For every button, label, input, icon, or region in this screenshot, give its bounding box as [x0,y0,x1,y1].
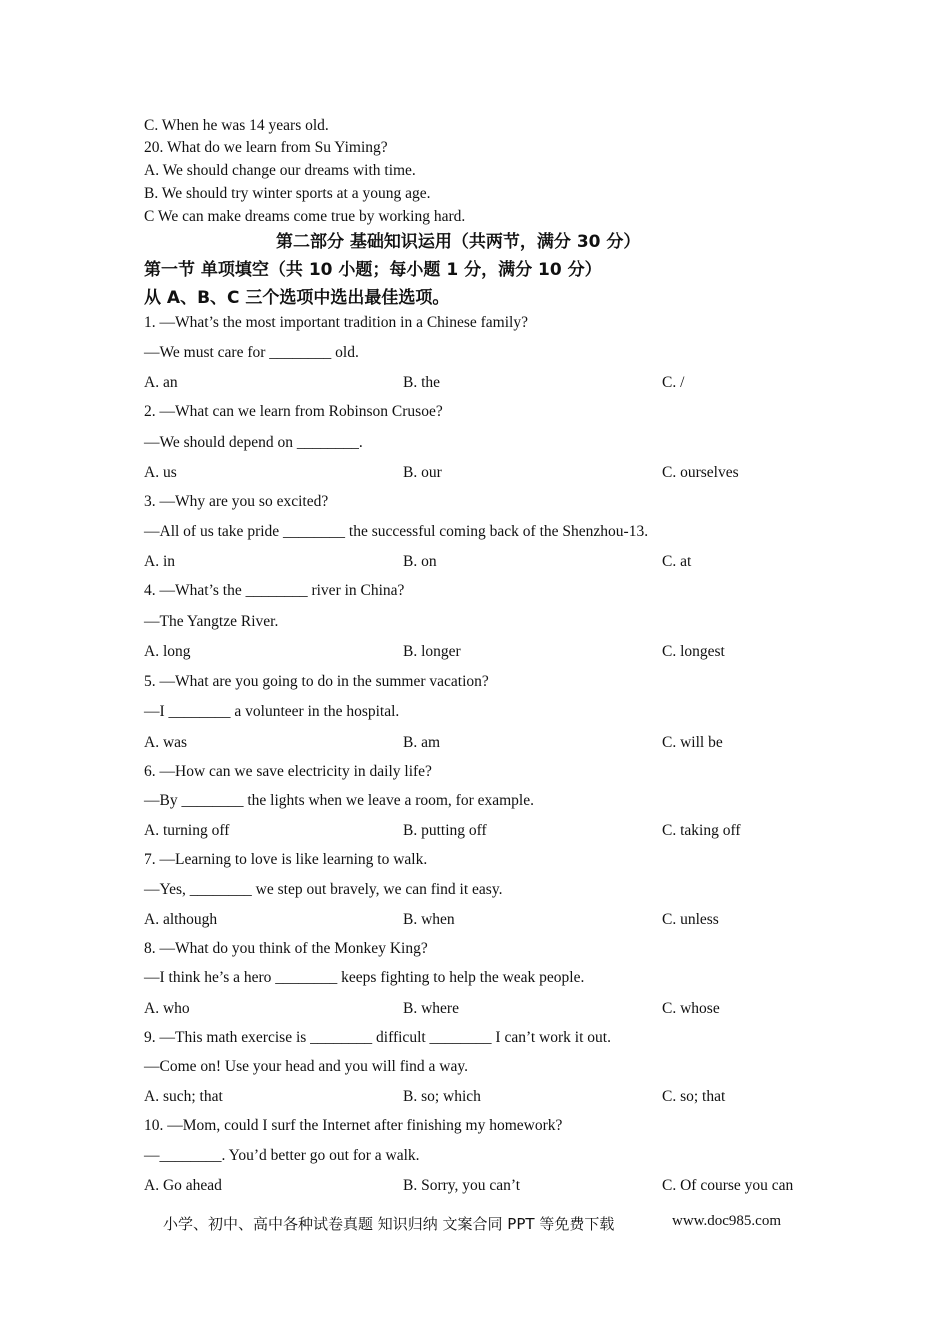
subsection-title: 第一节 单项填空（共 10 小题；每小题 1 分，满分 10 分） [144,260,602,280]
question-answer-line: —The Yangtze River. [144,613,279,630]
q20-question: 20. What do we learn from Su Yiming? [144,139,388,156]
option-b: B. the [403,374,441,391]
option-a: A. long [144,643,191,660]
question-stem: 6. —How can we save electricity in daily life? [144,763,432,780]
option-c: C. ourselves [662,464,739,481]
option-c: C. unless [662,911,719,928]
option-a: A. was [144,734,188,751]
option-b: B. so; which [403,1088,481,1105]
footer-text: 小学、初中、高中各种试卷真题 知识归纳 文案合同 PPT 等免费下载 [163,1215,615,1233]
q20-option-c: C We can make dreams come true by working hard. [144,208,466,225]
q20-option-a: A. We should change our dreams with time. [144,162,416,179]
question-stem: 3. —Why are you so excited? [144,493,329,510]
question-stem: 9. —This math exercise is ________ difficult ________ I can’t work it out. [144,1029,611,1046]
option-b: B. on [403,553,437,570]
q19-option-c: C. When he was 14 years old. [144,117,329,134]
question-stem: 1. —What’s the most important tradition in a Chinese family? [144,314,528,331]
option-a: A. although [144,911,218,928]
option-c: C. so; that [662,1088,726,1105]
question-answer-line: —________. You’d better go out for a walk. [144,1147,420,1164]
question-answer-line: —I think he’s a hero ________ keeps fighting to help the weak people. [144,969,585,986]
question-answer-line: —Come on! Use your head and you will find a way. [144,1058,468,1075]
question-stem: 7. —Learning to love is like learning to walk. [144,851,428,868]
option-c: C. taking off [662,822,741,839]
footer-link[interactable]: www.doc985.com [672,1213,782,1229]
option-a: A. in [144,553,175,570]
question-answer-line: —We should depend on ________. [144,434,363,451]
option-b: B. putting off [403,822,487,839]
option-a: A. an [144,374,178,391]
question-answer-line: —I ________ a volunteer in the hospital. [144,703,400,720]
option-c: C. Of course you can [662,1177,794,1194]
option-c: C. whose [662,1000,720,1017]
option-c: C. / [662,374,685,391]
question-stem: 2. —What can we learn from Robinson Crusoe? [144,403,443,420]
q20-option-b: B. We should try winter sports at a young age. [144,185,431,202]
option-c: C. at [662,553,692,570]
option-a: A. turning off [144,822,230,839]
option-b: B. am [403,734,441,751]
option-b: B. our [403,464,442,481]
option-a: A. Go ahead [144,1177,222,1194]
question-stem: 10. —Mom, could I surf the Internet after finishing my homework? [144,1117,563,1134]
option-c: C. will be [662,734,723,751]
part-title: 第二部分 基础知识运用（共两节，满分 30 分） [276,232,641,252]
question-answer-line: —We must care for ________ old. [144,344,359,361]
option-a: A. us [144,464,177,481]
question-answer-line: —Yes, ________ we step out bravely, we can find it easy. [144,881,503,898]
option-b: B. Sorry, you can’t [403,1177,521,1194]
question-stem: 8. —What do you think of the Monkey King? [144,940,428,957]
question-answer-line: —All of us take pride ________ the successful coming back of the Shenzhou-13. [144,523,649,540]
question-stem: 5. —What are you going to do in the summer vacation? [144,673,489,690]
option-b: B. longer [403,643,461,660]
question-answer-line: —By ________ the lights when we leave a room, for example. [144,792,534,809]
option-b: B. when [403,911,455,928]
option-c: C. longest [662,643,725,660]
instruction: 从 A、B、C 三个选项中选出最佳选项。 [144,288,450,308]
question-stem: 4. —What’s the ________ river in China? [144,582,405,599]
option-b: B. where [403,1000,459,1017]
option-a: A. such; that [144,1088,223,1105]
option-a: A. who [144,1000,190,1017]
